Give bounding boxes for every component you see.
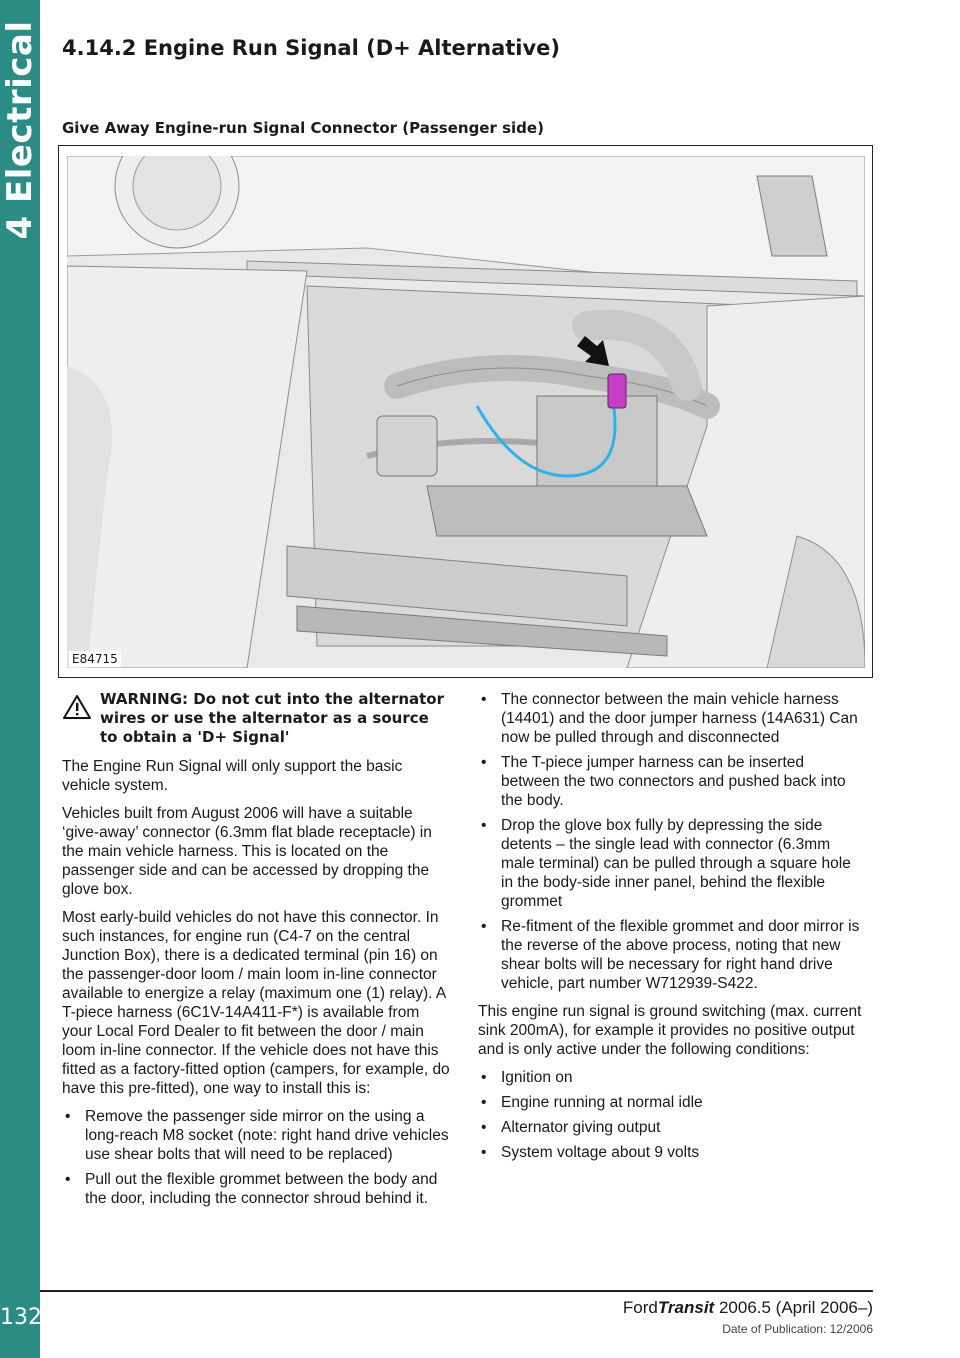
list-item: • Ignition on: [478, 1068, 866, 1087]
warning-triangle-icon: [62, 694, 92, 720]
install-steps-list: [62, 1107, 450, 1208]
list-item: • Engine running at normal idle: [478, 1093, 866, 1112]
page-number: 132: [0, 1305, 42, 1330]
figure-id: E84715: [69, 651, 121, 667]
list-item: • Alternator giving output: [478, 1118, 866, 1137]
paragraph: This engine run signal is ground switching (max. current sink 200mA), for example it provides no positive output and is only active under the following conditions:: [478, 1003, 862, 1058]
figure-caption: Give Away Engine-run Signal Connector (Passenger side): [62, 119, 544, 137]
footer-brand: Ford: [622, 1298, 658, 1317]
list-item: • Drop the glove box fully by depressing the side detents – the single lead with connector (6.3mm male terminal) can be pulled through a square hole in the body-side inner panel, behind the flexible grommet: [478, 816, 866, 911]
warning-text: WARNING: Do not cut into the alternator wires or use the alternator as a source to obtain a 'D+ Signal': [100, 690, 445, 746]
dashboard-illustration: [67, 156, 865, 668]
footer-model-name: Transit: [657, 1298, 715, 1317]
list-item: • The connector between the main vehicle harness (14401) and the door jumper harness (14A631) Can now be pulled through and disconnected: [478, 690, 866, 747]
left-column: [62, 690, 450, 1217]
list-item: • The T-piece jumper harness can be inserted between the two connectors and pushed back into the body.: [478, 753, 866, 810]
paragraph: Most early-build vehicles do not have this connector. In such instances, for engine run (C4-7 on the central Junction Box), there is a dedicated terminal (pin 16) on the passenger-door loom / main loom in-line connector available to energize a relay (maximum one (1) relay). A T-piece harness (6C1V-14A411-F*) is available from your Local Ford Dealer to fit between the door / main loom in-line connector. If the vehicle does not have this fitted as a factory-fitted option (campers, for example, do have this pre-fitted), one way to install this is:: [62, 909, 450, 1097]
chapter-tab: [0, 0, 40, 1358]
install-steps-list-continued: [478, 690, 866, 993]
figure: [58, 145, 873, 678]
conditions-list: [478, 1068, 866, 1162]
list-item: • System voltage about 9 volts: [478, 1143, 866, 1162]
list-item: • Pull out the flexible grommet between the body and the door, including the connector shroud behind it.: [62, 1170, 450, 1208]
paragraph: The Engine Run Signal will only support the basic vehicle system.: [62, 758, 403, 794]
section-title: 4.14.2 Engine Run Signal (D+ Alternative): [62, 36, 561, 60]
footer-model: [623, 1298, 873, 1318]
publication-date: Date of Publication: 12/2006: [722, 1322, 873, 1336]
right-column: [478, 690, 866, 1171]
paragraph: Vehicles built from August 2006 will have a suitable ‘give-away’ connector (6.3mm flat blade receptacle) in the main vehicle harness. This is located on the passenger side and can be accessed by dropping the glove box.: [62, 805, 432, 898]
warning-note: [62, 690, 450, 747]
footer-version: 2006.5 (April 2006–): [718, 1298, 873, 1317]
list-item: • Re-fitment of the flexible grommet and door mirror is the reverse of the above process, noting that new shear bolts will be necessary for right hand drive vehicle, part number W712939-S422.: [478, 917, 866, 993]
chapter-label: 4 Electrical: [0, 20, 40, 240]
footer-rule: [40, 1290, 873, 1292]
list-item: • Remove the passenger side mirror on the using a long-reach M8 socket (note: right hand drive vehicles use shear bolts that will need to be replaced): [62, 1107, 450, 1164]
